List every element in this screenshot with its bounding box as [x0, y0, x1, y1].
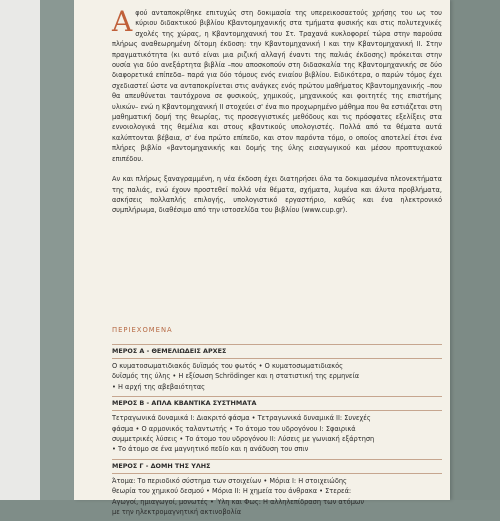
toc-part-b [112, 396, 442, 455]
paragraph-1-text: φού ανταποκρίθηκε επιτυχώς στη δοκιμασία της υπερεικοσαετούς χρήσης του ως του κύριου διδακτικού βιβλίου Κβαντομηχανικής στα τμήματα φυσικής και στις πολυτεχνικές σχολές της χώρας, η Κβαντομηχανική του Στ. Τραχανά κυκλοφορεί τώρα στην παρούσα πλήρως αναθεωρημένη δίτομη έκδοση: την Κβαντομηχανική Ι και την Κβαντομηχανική ΙΙ. Στην πραγματικότητα (κι αυτό είναι μια ριζική αλλαγή έναντι της παλιάς έκδοσης) πρόκειται στην ουσία για δύο ανεξάρτητα βιβλία –που αποσκοπούν στη διδασκαλία της Κβαντομηχανικής σε δύο διαφορετικά επίπεδα– παρά για δύο τόμους ενός ενιαίου βιβλίου. Ειδικότερα, ο παρών τόμος έχει σχεδιαστεί ώστε να ανταποκρίνεται στις ανάγκες ενός πρώτου μαθήματος Κβαντομηχανικής –που θα απευθύνεται ταυτόχρονα σε φυσικούς, χημικούς, μηχανικούς και φοιτητές της επιστήμης υλικών– ενώ η Κβαντομηχανική ΙΙ στοχεύει σ' ένα πιο προχωρημένο μάθημα που θα εστιάζεται στη μαθηματική δομή της θεωρίας, τις προσεγγιστικές μεθόδους και τις πρόσφατες εξελίξεις στα εννοιολογικά της θεμέλια και στους κβαντικούς υπολογιστές. Πολλά από τα θέματα αυτά καλύπτονται βέβαια, σ' ένα πρώτο επίπεδο, και στον παρόντα τόμο, ο οποίος αποτελεί έτσι ένα πλήρες βιβλίο «βαντομηχανικής και δομής της ύλης εισαγωγικού και μέσου προπτυχιακού επιπέδου. [112, 9, 442, 163]
toc-line: φάσμα • Ο αρμονικός ταλαντωτής • Το άτομο του υδρογόνου Ι: Σφαιρικά [112, 424, 356, 433]
toc-line: με την ηλεκτρομαγνητική ακτινοβολία [112, 508, 242, 517]
paragraph-1 [112, 5, 442, 164]
toc-line: συμμετρικές λύσεις • Το άτομο του υδρογόνου ΙΙ: Λύσεις με γωνιακή εξάρτηση [112, 435, 375, 444]
toc-line: Αγωγοί, ημιαγωγοί, μονωτές • Ύλη και Φως: Η αλληλεπίδραση των ατόμων [112, 497, 365, 506]
part-title: ΜΕΡΟΣ Α - ΘΕΜΕΛΙΩΔΕΙΣ ΑΡΧΕΣ [112, 347, 227, 355]
description-text [112, 5, 442, 216]
toc-line: θεωρία του χημικού δεσμού • Μόρια ΙΙ: Η χημεία του άνθρακα • Στερεά: [112, 487, 352, 496]
part-title: ΜΕΡΟΣ Β - ΑΠΛΑ ΚΒΑΝΤΙΚΑ ΣΥΣΤΗΜΑΤΑ [112, 399, 257, 408]
book-cover-edge [448, 0, 500, 500]
toc-line: • Η αρχή της αβεβαιότητας [112, 382, 206, 391]
toc-line: Άτομα: Το περιοδικό σύστημα των στοιχείων • Μόρια Ι: Η στοιχειώδης [112, 476, 347, 485]
toc-part-a [112, 344, 442, 392]
divider [112, 396, 442, 397]
toc-line: • Το άτομο σε ένα μαγνητικό πεδίο και η ανάδυση του σπιν [112, 445, 309, 454]
toc-line: δυϊσμός της ύλης • Η εξίσωση Schrödinger και η στατιστική της ερμηνεία [112, 372, 360, 381]
divider [112, 473, 442, 474]
toc-line: Ο κυματοσωματιδιακός δυϊσμός του φωτός • Ο κυματοσωματιδιακός [112, 362, 344, 370]
table-of-contents [112, 326, 442, 521]
divider [112, 344, 442, 345]
divider [112, 358, 442, 359]
paragraph-2: Αν και πλήρως ξαναγραμμένη, η νέα έκδοση έχει διατηρήσει όλα τα δοκιμασμένα πλεονεκτήματα της παλιάς, ενώ έχουν προστεθεί πολλά νέα θέματα, σχήματα, λυμένα και άλυτα προβλήματα, ασκήσεις πολλαπλής επιλογής, υπολογιστικό εργαστήριο, καθώς και ένα ηλεκτρονικό συμπλήρωμα, διαθέσιμο από την ιστοσελίδα του βιβλίου (www.cup.gr). [112, 175, 442, 215]
drop-cap: Α [112, 5, 133, 38]
part-title: ΜΕΡΟΣ Γ - ΔΟΜΗ ΤΗΣ ΥΛΗΣ [112, 461, 211, 470]
toc-line: Τετραγωνικά δυναμικά Ι: Διακριτό φάσμα • Τετραγωνικά δυναμικά ΙΙ: Συνεχές [112, 414, 371, 423]
divider [112, 459, 442, 460]
toc-part-c [112, 459, 442, 518]
divider [112, 410, 442, 411]
toc-heading: ΠΕΡΙΕΧΟΜΕΝΑ [112, 326, 173, 334]
